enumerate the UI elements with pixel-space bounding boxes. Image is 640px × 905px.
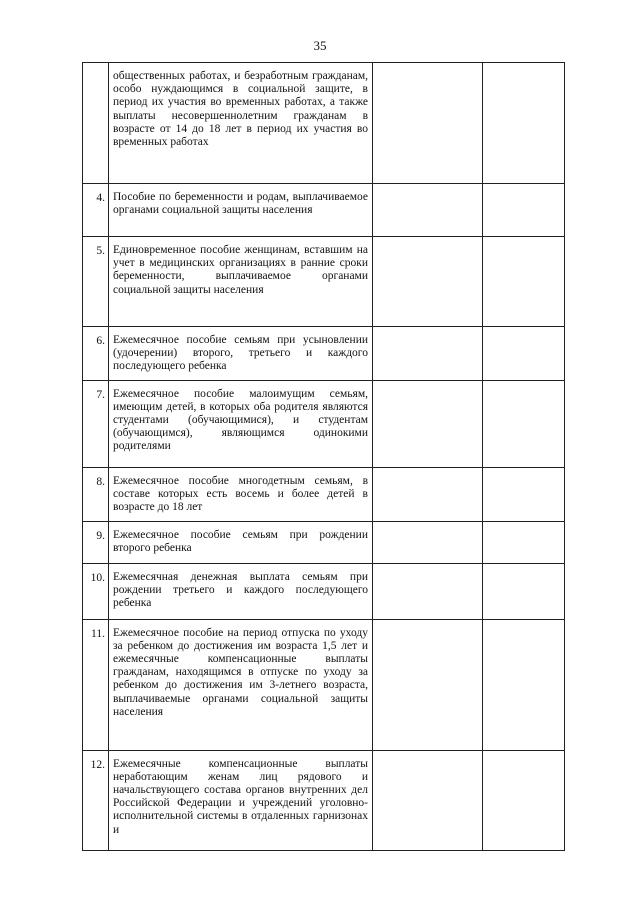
row-number: 5. — [83, 237, 109, 327]
row-description: Единовременное пособие женщинам, вставшим на учет в медицинских организациях в ранние сроки беременности, выплачиваемое органами социальной защиты населения — [109, 237, 373, 327]
empty-cell — [483, 467, 565, 521]
document-table — [82, 62, 565, 851]
empty-cell — [373, 63, 483, 184]
empty-cell — [373, 619, 483, 750]
row-number: 4. — [83, 184, 109, 237]
table-row — [83, 521, 565, 563]
table-row — [83, 184, 565, 237]
row-description: общественных работах, и безработным гражданам, особо нуждающимся в социальной защите, в период их участия во временных работах, а также выплаты несовершеннолетним гражданам в возрасте от 14 до 18 лет в период их участия во временных работах — [109, 63, 373, 184]
table-row — [83, 237, 565, 327]
empty-cell — [483, 619, 565, 750]
row-number: 11. — [83, 619, 109, 750]
row-description: Ежемесячное пособие многодетным семьям, в составе которых есть восемь и более детей в возрасте до 18 лет — [109, 467, 373, 521]
page-number: 35 — [313, 38, 327, 53]
table-row — [83, 619, 565, 750]
row-description: Ежемесячное пособие семьям при усыновлении (удочерении) второго, третьего и каждого последующего ребенка — [109, 327, 373, 381]
table-row — [83, 63, 565, 184]
empty-cell — [373, 327, 483, 381]
empty-cell — [483, 237, 565, 327]
empty-cell — [483, 380, 565, 467]
row-description: Ежемесячное пособие семьям при рождении второго ребенка — [109, 521, 373, 563]
empty-cell — [373, 750, 483, 850]
empty-cell — [483, 521, 565, 563]
row-number: 8. — [83, 467, 109, 521]
row-number: 6. — [83, 327, 109, 381]
row-number: 9. — [83, 521, 109, 563]
row-description: Пособие по беременности и родам, выплачиваемое органами социальной защиты населения — [109, 184, 373, 237]
table-row — [83, 327, 565, 381]
row-number: 12. — [83, 750, 109, 850]
empty-cell — [373, 237, 483, 327]
empty-cell — [373, 184, 483, 237]
row-number: 10. — [83, 563, 109, 619]
row-number — [83, 63, 109, 184]
row-description: Ежемесячное пособие на период отпуска по уходу за ребенком до достижения им возраста 1,5 лет и ежемесячные компенсационные выплаты гражданам, находящимся в отпуске по уходу за ребенком до достижения им 3-летнего возраста, выплачиваемые органами социальной защиты населения — [109, 619, 373, 750]
empty-cell — [483, 750, 565, 850]
empty-cell — [483, 184, 565, 237]
table-row — [83, 750, 565, 850]
row-description: Ежемесячное пособие малоимущим семьям, имеющим детей, в которых оба родителя являются студентами (обучающимися), и студентам (обучающимся), являющимся одинокими родителями — [109, 380, 373, 467]
empty-cell — [373, 467, 483, 521]
row-number: 7. — [83, 380, 109, 467]
empty-cell — [483, 563, 565, 619]
row-description: Ежемесячная денежная выплата семьям при рождении третьего и каждого последующего ребенка — [109, 563, 373, 619]
empty-cell — [483, 63, 565, 184]
empty-cell — [373, 563, 483, 619]
empty-cell — [483, 327, 565, 381]
table-row — [83, 467, 565, 521]
row-description: Ежемесячные компенсационные выплаты неработающим женам лиц рядового и начальствующего состава органов внутренних дел Российской Федерации и учреждений уголовно-исполнительной системы в отдаленных гарнизонах и — [109, 750, 373, 850]
table-row — [83, 563, 565, 619]
table-row — [83, 380, 565, 467]
empty-cell — [373, 380, 483, 467]
empty-cell — [373, 521, 483, 563]
